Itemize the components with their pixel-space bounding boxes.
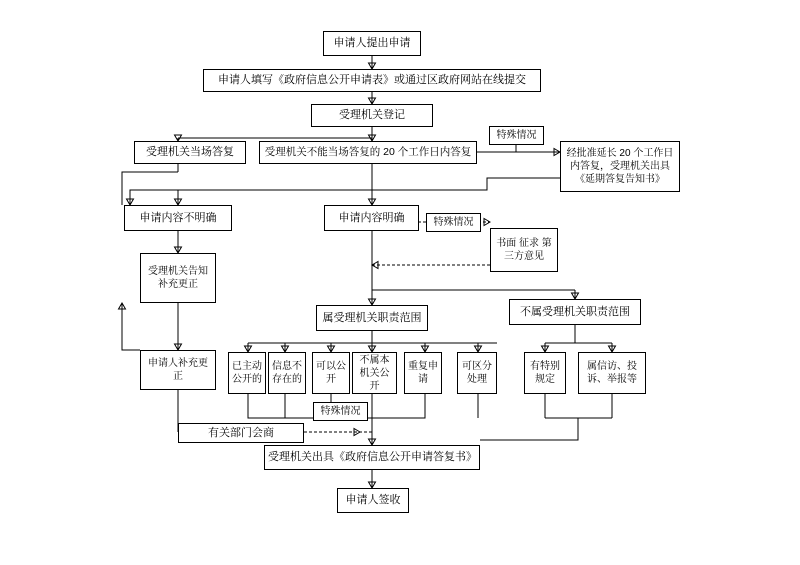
node-onsite-reply[interactable]	[134, 141, 246, 164]
node-special-case-3[interactable]	[313, 402, 368, 421]
node-label: 特殊情况	[496, 130, 537, 141]
node-label: 受理机关登记	[339, 109, 405, 122]
node-label: 受理机关告知补充更正	[148, 266, 208, 290]
node-label: 受理机关出具《政府信息公开申请答复书》	[268, 451, 477, 464]
node-department-consultation[interactable]	[178, 423, 304, 443]
node-applicant-supplement[interactable]	[140, 350, 216, 390]
node-label: 不属受理机关职责范围	[520, 305, 630, 318]
node-label: 属信访、投诉、举报等	[587, 361, 637, 385]
node-label: 可区分处理	[462, 361, 492, 385]
node-notify-supplement[interactable]	[140, 253, 216, 303]
node-label: 有特别规定	[530, 361, 560, 385]
node-outside-jurisdiction[interactable]	[509, 299, 641, 325]
node-extended-reply-notice[interactable]	[560, 141, 680, 192]
node-label: 申请内容明确	[338, 211, 405, 224]
node-label: 申请内容不明确	[139, 211, 217, 224]
node-label: 申请人签收	[345, 494, 401, 507]
node-label: 特殊情况	[320, 406, 361, 417]
node-applicant-submit[interactable]	[323, 31, 421, 56]
node-applicant-receipt[interactable]	[337, 488, 409, 513]
node-label: 有关部门会商	[208, 426, 274, 439]
node-label: 申请人补充更正	[148, 358, 208, 382]
node-can-disclose[interactable]	[312, 352, 350, 394]
node-special-case-2[interactable]	[426, 213, 481, 232]
node-special-case-1[interactable]	[489, 126, 544, 145]
node-third-party-opinion[interactable]	[490, 228, 558, 272]
node-label: 重复申请	[408, 361, 438, 385]
node-label: 不属本机关公开	[359, 354, 390, 392]
node-label: 受理机关不能当场答复的 20 个工作日内答复	[264, 146, 472, 159]
node-special-provision[interactable]	[524, 352, 566, 394]
node-label: 已主动公开的	[232, 361, 262, 385]
node-already-public[interactable]	[228, 352, 266, 394]
node-duplicate-request[interactable]	[404, 352, 442, 394]
node-separable-handling[interactable]	[457, 352, 497, 394]
node-label: 申请人填写《政府信息公开申请表》或通过区政府网站在线提交	[218, 74, 526, 87]
node-label: 属受理机关职责范围	[322, 311, 422, 324]
node-label: 申请人提出申请	[333, 37, 411, 50]
node-petition-complaint[interactable]	[578, 352, 646, 394]
node-content-unclear[interactable]	[124, 205, 232, 231]
node-label: 特殊情况	[433, 217, 474, 228]
node-issue-reply-document[interactable]	[264, 445, 480, 470]
node-not-this-agency[interactable]	[352, 352, 397, 394]
node-label: 信息不存在的	[272, 361, 302, 385]
node-info-not-exist[interactable]	[268, 352, 306, 394]
node-registration[interactable]	[311, 104, 433, 127]
node-fill-application-form[interactable]	[203, 69, 541, 92]
node-label: 书面 征求 第三方意见	[496, 238, 552, 262]
node-label: 可以公开	[316, 361, 346, 385]
node-content-clear[interactable]	[324, 205, 419, 231]
node-label: 受理机关当场答复	[146, 146, 234, 159]
node-within-jurisdiction[interactable]	[316, 305, 428, 331]
node-label: 经批准延长 20 个工作日内答复，受理机关出具《延期答复告知书》	[566, 148, 674, 185]
node-reply-within-20-days[interactable]	[259, 141, 477, 164]
